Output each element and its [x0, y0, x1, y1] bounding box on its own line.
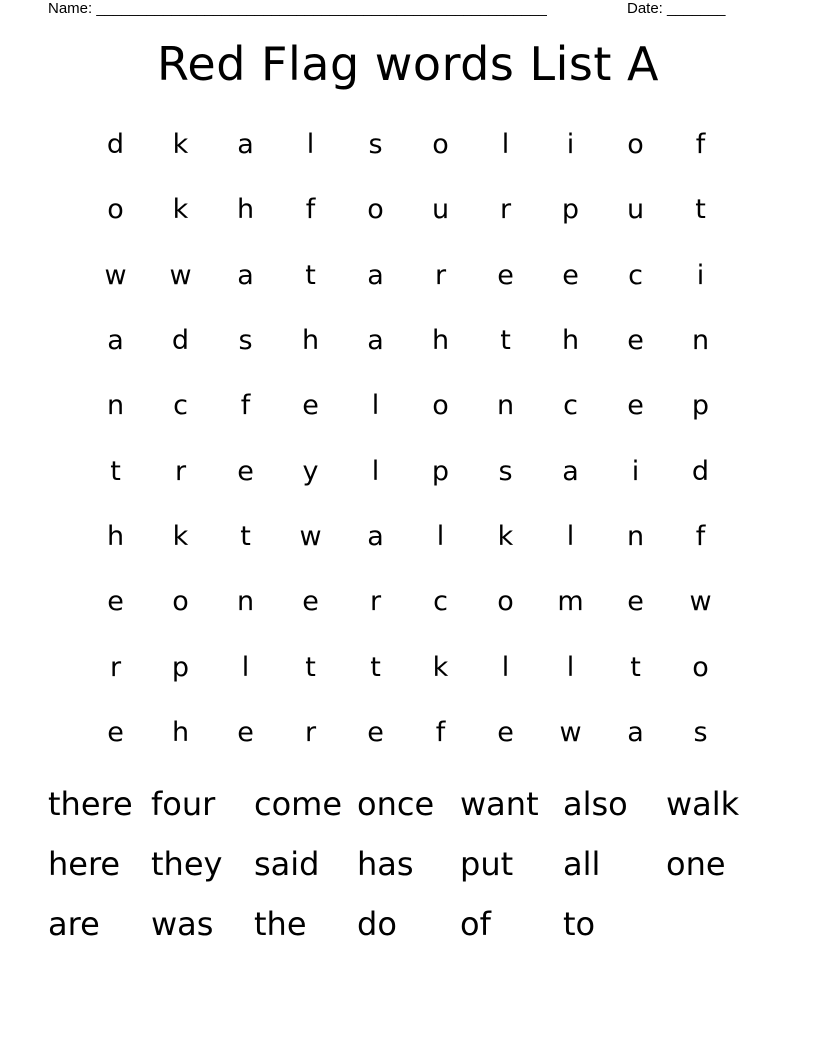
grid-cell: h: [301, 325, 320, 357]
grid-cell: e: [302, 586, 319, 618]
grid-cell: f: [305, 194, 316, 226]
grid-cell: k: [172, 129, 189, 161]
grid-cell: e: [367, 716, 384, 748]
grid-cell: o: [432, 129, 449, 161]
grid-cell: o: [172, 586, 189, 618]
grid-cell: l: [371, 455, 380, 487]
grid-cell: i: [631, 455, 640, 487]
grid-cell: r: [434, 259, 447, 291]
word-bank-item: one: [666, 845, 726, 883]
grid-cell: e: [107, 586, 124, 618]
grid-cell: e: [497, 716, 514, 748]
grid-cell: f: [695, 520, 706, 552]
grid-cell: e: [627, 390, 644, 422]
grid-cell: r: [109, 651, 122, 683]
grid-cell: u: [626, 194, 645, 226]
grid-cell: s: [238, 325, 253, 357]
word-bank-item: also: [563, 785, 628, 823]
grid-cell: k: [172, 520, 189, 552]
grid-cell: t: [630, 651, 641, 683]
grid-cell: n: [496, 390, 515, 422]
grid-cell: k: [497, 520, 514, 552]
grid-cell: l: [566, 520, 575, 552]
grid-cell: w: [299, 520, 322, 552]
grid-cell: l: [501, 651, 510, 683]
word-bank-item: do: [357, 905, 397, 943]
grid-cell: n: [236, 586, 255, 618]
grid-cell: c: [173, 390, 188, 422]
grid-cell: t: [110, 455, 121, 487]
grid-cell: w: [689, 586, 712, 618]
grid-cell: a: [627, 716, 644, 748]
grid-cell: h: [236, 194, 255, 226]
grid-cell: l: [371, 390, 380, 422]
word-bank-item: to: [563, 905, 596, 943]
grid-cell: h: [171, 716, 190, 748]
grid-cell: h: [561, 325, 580, 357]
grid-cell: p: [561, 194, 580, 226]
word-bank-item: was: [151, 905, 214, 943]
grid-cell: l: [306, 129, 315, 161]
grid-cell: c: [563, 390, 578, 422]
word-bank-item: said: [254, 845, 320, 883]
grid-cell: e: [302, 390, 319, 422]
grid-cell: p: [431, 455, 450, 487]
word-bank-item: all: [563, 845, 601, 883]
word-bank: [48, 774, 769, 954]
grid-cell: l: [566, 651, 575, 683]
name-field-label: Name: ______________________________________________________: [48, 0, 547, 17]
grid-cell: d: [106, 129, 125, 161]
word-bank-item: has: [357, 845, 414, 883]
grid-cell: d: [691, 455, 710, 487]
grid-cell: p: [171, 651, 190, 683]
grid-cell: f: [435, 716, 446, 748]
word-bank-item: the: [254, 905, 307, 943]
grid-cell: s: [368, 129, 383, 161]
grid-cell: a: [107, 325, 124, 357]
grid-cell: o: [692, 651, 709, 683]
word-bank-item: are: [48, 905, 100, 943]
grid-cell: c: [433, 586, 448, 618]
grid-cell: e: [237, 455, 254, 487]
grid-cell: f: [695, 129, 706, 161]
grid-cell: o: [497, 586, 514, 618]
grid-cell: d: [171, 325, 190, 357]
grid-cell: r: [369, 586, 382, 618]
grid-cell: t: [305, 651, 316, 683]
grid-cell: e: [627, 586, 644, 618]
grid-cell: i: [696, 259, 705, 291]
grid-cell: o: [107, 194, 124, 226]
grid-cell: f: [240, 390, 251, 422]
word-bank-item: once: [357, 785, 435, 823]
grid-cell: y: [302, 455, 319, 487]
grid-cell: n: [691, 325, 710, 357]
grid-cell: i: [566, 129, 575, 161]
grid-cell: t: [500, 325, 511, 357]
grid-cell: o: [367, 194, 384, 226]
grid-cell: e: [497, 259, 514, 291]
grid-cell: t: [370, 651, 381, 683]
word-bank-item: here: [48, 845, 121, 883]
grid-cell: u: [431, 194, 450, 226]
grid-cell: k: [432, 651, 449, 683]
grid-cell: t: [695, 194, 706, 226]
word-bank-item: put: [460, 845, 514, 883]
word-bank-item: they: [151, 845, 223, 883]
grid-cell: s: [693, 716, 708, 748]
grid-cell: a: [367, 259, 384, 291]
grid-cell: t: [305, 259, 316, 291]
grid-cell: h: [431, 325, 450, 357]
grid-cell: s: [498, 455, 513, 487]
grid-cell: a: [562, 455, 579, 487]
word-search-grid: [83, 112, 733, 765]
grid-cell: o: [627, 129, 644, 161]
grid-cell: e: [562, 259, 579, 291]
grid-cell: r: [304, 716, 317, 748]
date-field-label: Date: _______: [627, 0, 726, 17]
grid-cell: e: [237, 716, 254, 748]
grid-cell: h: [106, 520, 125, 552]
word-bank-item: there: [48, 785, 133, 823]
grid-cell: n: [106, 390, 125, 422]
page-title: Red Flag words List A: [157, 37, 659, 91]
word-bank-item: want: [460, 785, 539, 823]
grid-cell: w: [559, 716, 582, 748]
grid-cell: a: [237, 259, 254, 291]
grid-cell: p: [691, 390, 710, 422]
grid-cell: k: [172, 194, 189, 226]
grid-cell: m: [557, 586, 584, 618]
word-bank-item: walk: [666, 785, 740, 823]
grid-cell: a: [367, 325, 384, 357]
grid-cell: l: [501, 129, 510, 161]
grid-cell: r: [499, 194, 512, 226]
word-bank-item: come: [254, 785, 343, 823]
grid-cell: a: [367, 520, 384, 552]
grid-cell: o: [432, 390, 449, 422]
grid-cell: e: [627, 325, 644, 357]
grid-cell: t: [240, 520, 251, 552]
grid-cell: a: [237, 129, 254, 161]
grid-cell: e: [107, 716, 124, 748]
grid-cell: r: [174, 455, 187, 487]
grid-cell: n: [626, 520, 645, 552]
word-bank-item: four: [151, 785, 216, 823]
grid-cell: c: [628, 259, 643, 291]
grid-cell: l: [436, 520, 445, 552]
grid-cell: w: [104, 259, 127, 291]
grid-cell: l: [241, 651, 250, 683]
grid-cell: w: [169, 259, 192, 291]
word-bank-item: of: [460, 905, 491, 943]
